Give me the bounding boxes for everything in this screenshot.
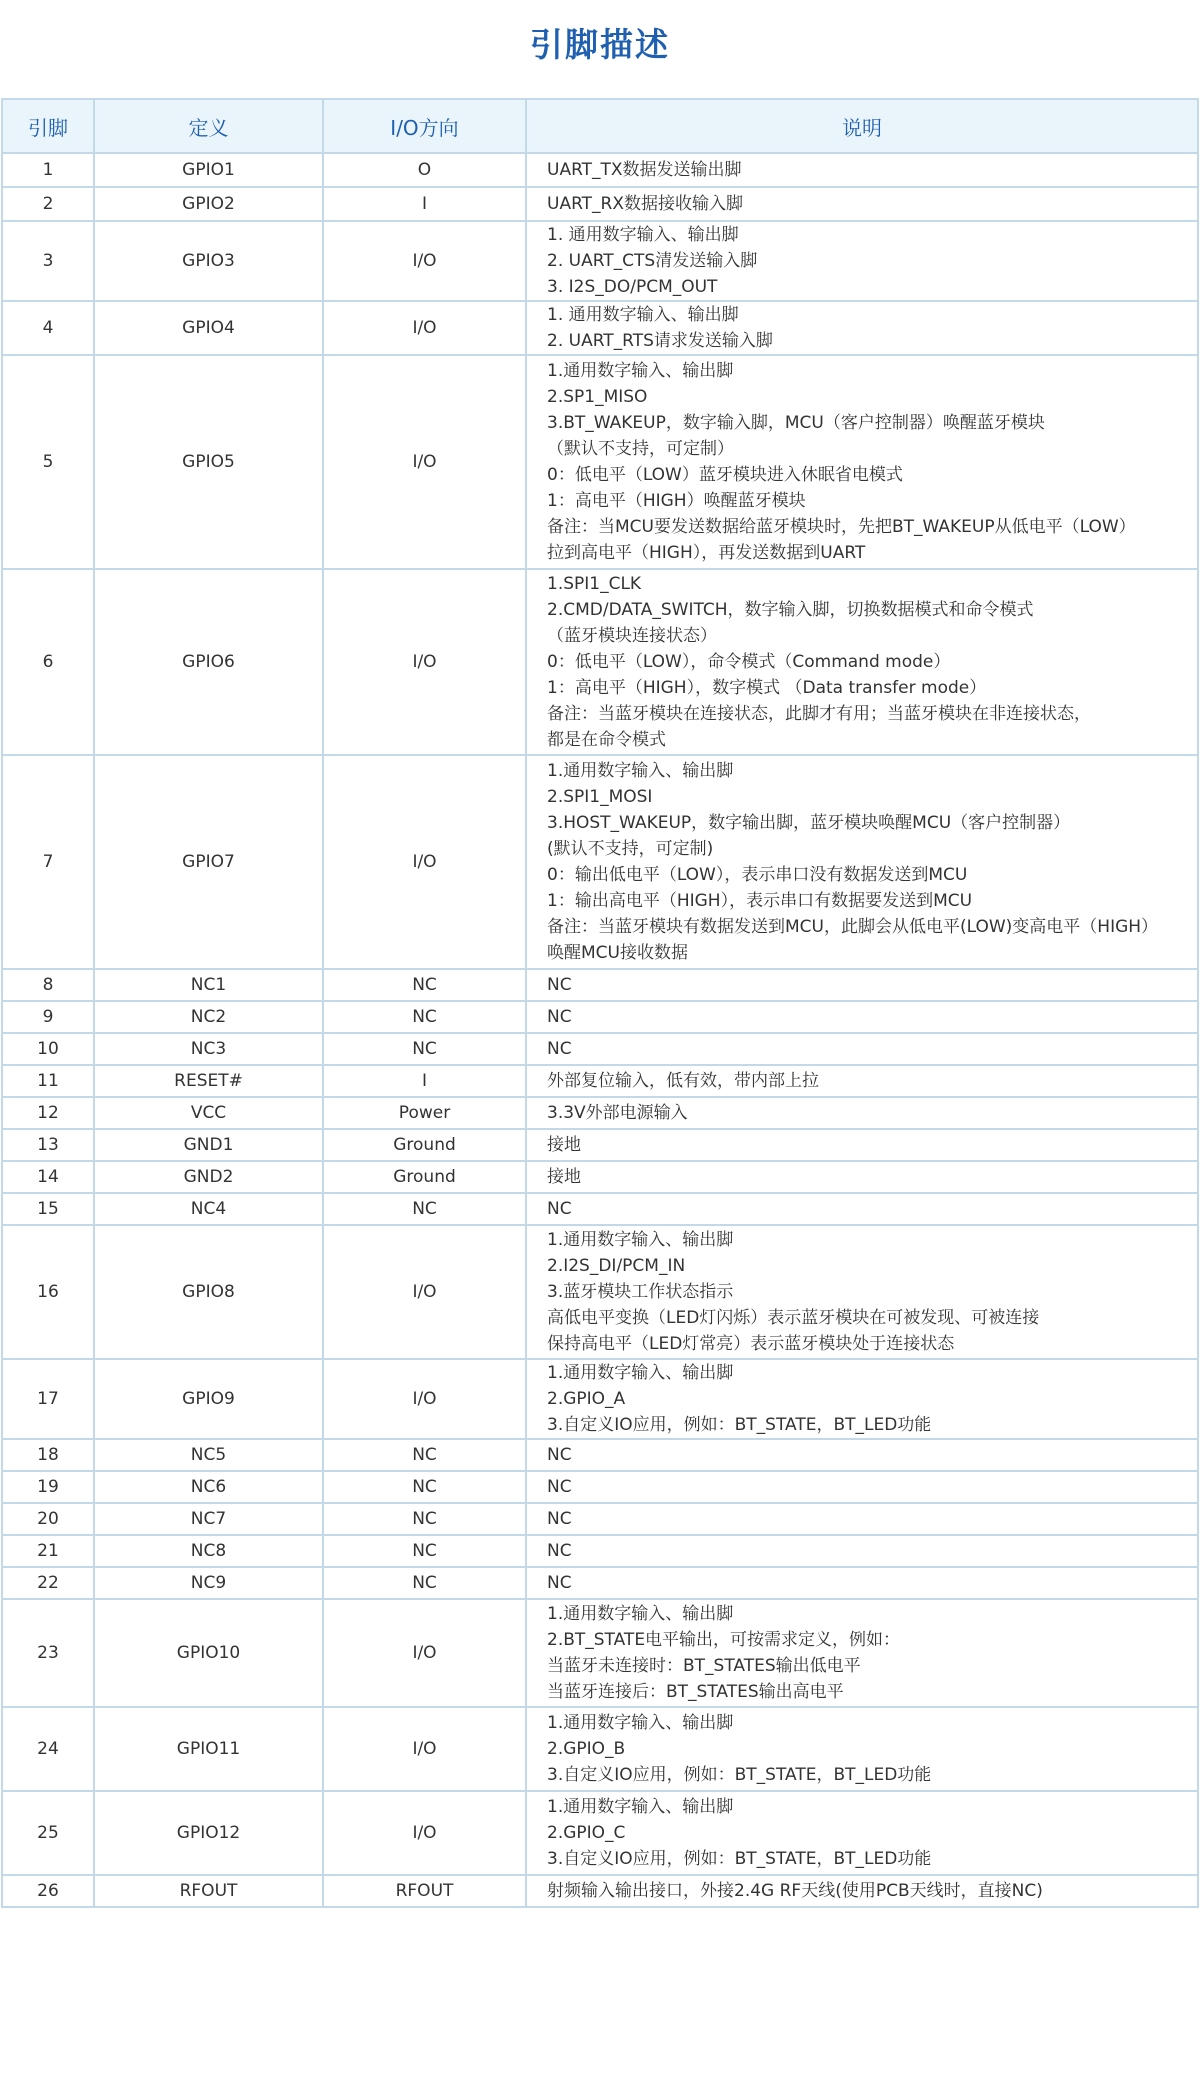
pin-definition-cell: GPIO3 [94,221,323,301]
pin-number-cell: 12 [2,1097,94,1129]
pin-number-cell: 9 [2,1001,94,1033]
pin-description-cell [526,1535,1198,1567]
pin-description-cell [526,1065,1198,1097]
pin-io-cell: NC [323,1001,526,1033]
pin-io-cell: NC [323,969,526,1001]
page-title: 引脚描述 [530,25,670,64]
pin-number-cell: 25 [2,1791,94,1875]
table-row [2,187,1198,221]
description-line: 当蓝牙未连接时：BT_STATES输出低电平 [547,1656,861,1676]
pin-number-cell: 18 [2,1439,94,1471]
table-row [2,1471,1198,1503]
pin-definition-cell: GND1 [94,1129,323,1161]
pin-definition-cell: VCC [94,1097,323,1129]
description-line: UART_TX数据发送输出脚 [547,160,742,180]
pin-definition-cell: NC5 [94,1439,323,1471]
pin-io-cell: RFOUT [323,1875,526,1907]
pin-number-cell: 6 [2,569,94,755]
description-line: 0：低电平（LOW），命令模式（Command mode） [547,652,951,672]
pin-definition-cell: GPIO10 [94,1599,323,1707]
pin-definition-cell: GPIO6 [94,569,323,755]
description-line: 1.通用数字输入、输出脚 [547,1230,734,1250]
table-row [2,1033,1198,1065]
pin-description-cell [526,1359,1198,1439]
table-row [2,221,1198,301]
pin-definition-cell: GPIO9 [94,1359,323,1439]
description-line: NC [547,975,572,995]
header-definition: 定义 [94,99,323,153]
pin-number-cell: 13 [2,1129,94,1161]
table-row [2,1097,1198,1129]
description-line: 射频输入输出接口，外接2.4G RF天线(使用PCB天线时，直接NC) [547,1881,1043,1901]
pin-description-cell [526,1097,1198,1129]
pin-definition-cell: NC4 [94,1193,323,1225]
pin-definition-cell: GPIO2 [94,187,323,221]
pin-description-cell [526,1567,1198,1599]
pin-description-cell [526,187,1198,221]
table-row [2,1001,1198,1033]
description-line: 都是在命令模式 [547,730,666,750]
description-line: NC [547,1477,572,1497]
description-line: 1：高电平（HIGH），数字模式 （Data transfer mode） [547,678,987,698]
description-line: NC [547,1573,572,1593]
table-row [2,1875,1198,1907]
description-line: 0：输出低电平（LOW），表示串口没有数据发送到MCU [547,865,968,885]
pin-definition-cell: GPIO4 [94,301,323,355]
description-line: 1.SPI1_CLK [547,574,642,594]
pin-definition-cell: GPIO11 [94,1707,323,1791]
pin-io-cell: NC [323,1503,526,1535]
pin-description-cell [526,1791,1198,1875]
pin-io-cell: NC [323,1567,526,1599]
pin-io-cell: I/O [323,1359,526,1439]
pin-description-cell [526,1129,1198,1161]
pin-description-cell [526,569,1198,755]
pin-description-cell [526,1033,1198,1065]
pin-description-cell [526,1193,1198,1225]
description-line: 保持高电平（LED灯常亮）表示蓝牙模块处于连接状态 [547,1334,955,1354]
pin-description-cell [526,1471,1198,1503]
pin-io-cell: I/O [323,1791,526,1875]
pin-number-cell: 22 [2,1567,94,1599]
pin-description-cell [526,755,1198,969]
pin-number-cell: 19 [2,1471,94,1503]
pin-number-cell: 26 [2,1875,94,1907]
pin-number-cell: 1 [2,153,94,187]
description-line: 1.通用数字输入、输出脚 [547,1604,734,1624]
pin-number-cell: 24 [2,1707,94,1791]
description-line: 3.自定义IO应用，例如：BT_STATE，BT_LED功能 [547,1415,932,1435]
description-line: 备注：当蓝牙模块有数据发送到MCU，此脚会从低电平(LOW)变高电平（HIGH） [547,917,1159,937]
description-line: 2.BT_STATE电平输出，可按需求定义，例如： [547,1630,901,1650]
pin-definition-cell: NC8 [94,1535,323,1567]
pin-description-cell [526,969,1198,1001]
table-row [2,153,1198,187]
pin-definition-cell: RFOUT [94,1875,323,1907]
pin-description-cell [526,1599,1198,1707]
pin-io-cell: Power [323,1097,526,1129]
pin-io-cell: I [323,187,526,221]
pin-number-cell: 5 [2,355,94,569]
header-description: 说明 [526,99,1198,153]
description-line: 3. I2S_DO/PCM_OUT [547,277,718,297]
description-line: 2.GPIO_C [547,1823,626,1843]
description-line: UART_RX数据接收输入脚 [547,194,743,214]
description-line: NC [547,1445,572,1465]
pin-definition-cell: RESET# [94,1065,323,1097]
table-row [2,301,1198,355]
table-row [2,1225,1198,1359]
pin-definition-cell: GND2 [94,1161,323,1193]
table-row [2,755,1198,969]
pin-io-cell: NC [323,1439,526,1471]
pin-io-cell: I/O [323,221,526,301]
description-line: （蓝牙模块连接状态） [547,626,717,646]
pin-definition-cell: NC1 [94,969,323,1001]
description-line: 2.SP1_MISO [547,387,648,407]
pin-definition-cell: GPIO8 [94,1225,323,1359]
description-line: 3.HOST_WAKEUP，数字输出脚，蓝牙模块唤醒MCU（客户控制器） [547,813,1071,833]
table-row [2,569,1198,755]
table-row [2,1065,1198,1097]
pin-number-cell: 4 [2,301,94,355]
header-io-direction: I/O方向 [323,99,526,153]
description-line: 1.通用数字输入、输出脚 [547,761,734,781]
pin-number-cell: 14 [2,1161,94,1193]
pin-description-cell [526,1875,1198,1907]
pin-io-cell: I/O [323,755,526,969]
description-line: NC [547,1007,572,1027]
pin-io-cell: I/O [323,1225,526,1359]
pin-io-cell: NC [323,1033,526,1065]
description-line: 0：低电平（LOW）蓝牙模块进入休眠省电模式 [547,465,903,485]
pin-io-cell: I/O [323,1707,526,1791]
pin-description-cell [526,153,1198,187]
pin-definition-cell: NC7 [94,1503,323,1535]
pin-description-cell [526,355,1198,569]
description-line: 1. 通用数字输入、输出脚 [547,225,739,245]
pin-definition-cell: NC3 [94,1033,323,1065]
description-line: NC [547,1541,572,1561]
description-line: 1. 通用数字输入、输出脚 [547,305,739,325]
description-line: 1：输出高电平（HIGH），表示串口有数据要发送到MCU [547,891,973,911]
pin-number-cell: 7 [2,755,94,969]
table-header-row [2,99,1198,153]
pin-number-cell: 2 [2,187,94,221]
description-line: 3.蓝牙模块工作状态指示 [547,1282,734,1302]
description-line: 2. UART_CTS清发送输入脚 [547,251,758,271]
pin-io-cell: I [323,1065,526,1097]
pin-number-cell: 11 [2,1065,94,1097]
table-row [2,355,1198,569]
pin-io-cell: Ground [323,1129,526,1161]
table-row [2,1791,1198,1875]
description-line: 3.3V外部电源输入 [547,1103,688,1123]
description-line: 外部复位输入，低有效，带内部上拉 [547,1071,819,1091]
description-line: NC [547,1039,572,1059]
pin-number-cell: 17 [2,1359,94,1439]
table-row [2,969,1198,1001]
pin-io-cell: I/O [323,1599,526,1707]
table-row [2,1503,1198,1535]
table-row [2,1599,1198,1707]
table-row [2,1567,1198,1599]
pin-description-cell [526,1503,1198,1535]
description-line: NC [547,1509,572,1529]
table-row [2,1535,1198,1567]
pin-io-cell: NC [323,1535,526,1567]
description-line: 3.自定义IO应用，例如：BT_STATE，BT_LED功能 [547,1849,932,1869]
pin-description-cell [526,1439,1198,1471]
description-line: 接地 [547,1167,581,1187]
description-line: 1.通用数字输入、输出脚 [547,1797,734,1817]
description-line: 2.GPIO_A [547,1389,626,1409]
description-line: 3.BT_WAKEUP，数字输入脚，MCU（客户控制器）唤醒蓝牙模块 [547,413,1045,433]
description-line: 拉到高电平（HIGH），再发送数据到UART [547,543,866,563]
description-line: 唤醒MCU接收数据 [547,943,688,963]
table-row [2,1129,1198,1161]
table-row [2,1161,1198,1193]
pin-number-cell: 15 [2,1193,94,1225]
description-line: （默认不支持，可定制） [547,439,734,459]
pin-definition-cell: GPIO5 [94,355,323,569]
pin-number-cell: 20 [2,1503,94,1535]
table-row [2,1439,1198,1471]
pin-definition-cell: GPIO12 [94,1791,323,1875]
pin-description-cell [526,1001,1198,1033]
description-line: 1.通用数字输入、输出脚 [547,1713,734,1733]
pin-definition-cell: GPIO1 [94,153,323,187]
header-pin: 引脚 [2,99,94,153]
description-line: 2. UART_RTS请求发送输入脚 [547,331,773,351]
table-body [2,153,1198,1907]
description-line: NC [547,1199,572,1219]
pin-definition-cell: NC2 [94,1001,323,1033]
pin-number-cell: 21 [2,1535,94,1567]
pin-definition-cell: GPIO7 [94,755,323,969]
description-line: 备注：当MCU要发送数据给蓝牙模块时，先把BT_WAKEUP从低电平（LOW） [547,517,1136,537]
description-line: 1.通用数字输入、输出脚 [547,361,734,381]
description-line: 2.SPI1_MOSI [547,787,653,807]
pin-definition-cell: NC6 [94,1471,323,1503]
pin-number-cell: 23 [2,1599,94,1707]
description-line: 2.CMD/DATA_SWITCH，数字输入脚，切换数据模式和命令模式 [547,600,1034,620]
pin-io-cell: I/O [323,301,526,355]
description-line: 2.I2S_DI/PCM_IN [547,1256,686,1276]
pin-io-cell: I/O [323,569,526,755]
description-line: 1：高电平（HIGH）唤醒蓝牙模块 [547,491,806,511]
pin-description-cell [526,1225,1198,1359]
pin-definition-cell: NC9 [94,1567,323,1599]
description-line: 高低电平变换（LED灯闪烁）表示蓝牙模块在可被发现、可被连接 [547,1308,1040,1328]
pin-io-cell: NC [323,1193,526,1225]
description-line: 备注：当蓝牙模块在连接状态，此脚才有用；当蓝牙模块在非连接状态， [547,704,1091,724]
description-line: (默认不支持，可定制) [547,839,714,859]
table-row [2,1707,1198,1791]
pin-io-cell: I/O [323,355,526,569]
pin-description-cell [526,301,1198,355]
description-line: 3.自定义IO应用，例如：BT_STATE，BT_LED功能 [547,1765,932,1785]
pin-io-cell: Ground [323,1161,526,1193]
pin-number-cell: 8 [2,969,94,1001]
pin-description-cell [526,1707,1198,1791]
pin-description-cell [526,1161,1198,1193]
table-row [2,1193,1198,1225]
pin-number-cell: 3 [2,221,94,301]
pin-description-cell [526,221,1198,301]
description-line: 1.通用数字输入、输出脚 [547,1363,734,1383]
pin-io-cell: NC [323,1471,526,1503]
description-line: 接地 [547,1135,581,1155]
pin-description-table [1,98,1199,1908]
pin-io-cell: O [323,153,526,187]
table-row [2,1359,1198,1439]
description-line: 当蓝牙连接后：BT_STATES输出高电平 [547,1682,844,1702]
description-line: 2.GPIO_B [547,1739,626,1759]
pin-number-cell: 10 [2,1033,94,1065]
pin-number-cell: 16 [2,1225,94,1359]
